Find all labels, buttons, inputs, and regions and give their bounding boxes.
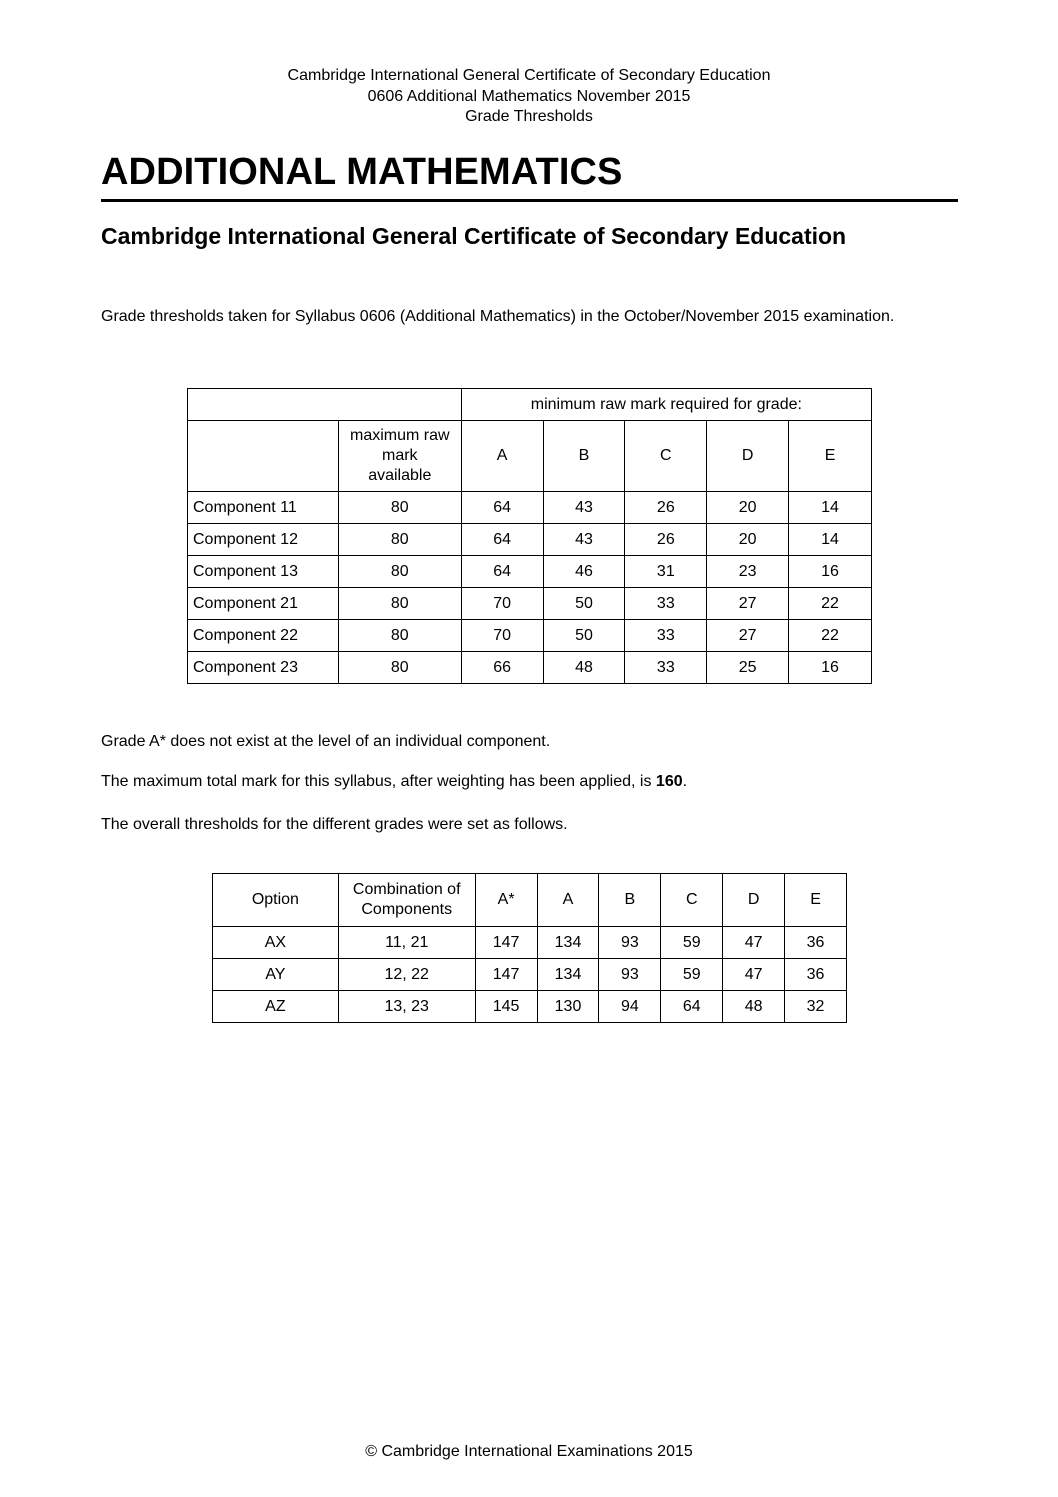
threshold-cell: 70 <box>461 620 543 652</box>
component-name-cell: Component 22 <box>188 620 339 652</box>
title-rule <box>101 199 958 202</box>
threshold-cell: 134 <box>537 959 599 991</box>
header-line-3: Grade Thresholds <box>465 108 593 125</box>
option-cell: AX <box>213 927 339 959</box>
max-total-text: The maximum total mark for this syllabus, after weighting has been applied, is <box>101 773 656 790</box>
threshold-cell: 14 <box>789 492 872 524</box>
page-subtitle: Cambridge International General Certificate of Secondary Education <box>101 223 847 249</box>
combination-header: Combination of Components <box>338 874 475 927</box>
threshold-cell: 22 <box>789 620 872 652</box>
grade-header-d: D <box>723 874 785 927</box>
option-cell: AZ <box>213 991 339 1023</box>
grade-header-e: E <box>789 421 872 492</box>
grade-header-c: C <box>625 421 707 492</box>
max-mark-header: maximum raw mark available <box>338 421 461 492</box>
header-line-1: Cambridge International General Certificate of Secondary Education <box>287 67 771 84</box>
threshold-cell: 59 <box>661 927 723 959</box>
grade-header-e: E <box>785 874 847 927</box>
threshold-cell: 27 <box>707 588 789 620</box>
grade-header-a: A <box>537 874 599 927</box>
threshold-cell: 145 <box>475 991 537 1023</box>
threshold-cell: 94 <box>599 991 661 1023</box>
table-row <box>188 652 872 684</box>
grade-header-a: A <box>461 421 543 492</box>
threshold-cell: 32 <box>785 991 847 1023</box>
table-header-row <box>188 389 872 421</box>
threshold-cell: 50 <box>543 588 625 620</box>
threshold-cell: 43 <box>543 524 625 556</box>
table-row <box>213 959 847 991</box>
grade-header-d: D <box>707 421 789 492</box>
threshold-cell: 46 <box>543 556 625 588</box>
threshold-cell: 33 <box>625 620 707 652</box>
table-header-row <box>213 874 847 927</box>
table-row <box>188 524 872 556</box>
threshold-cell: 147 <box>475 927 537 959</box>
threshold-cell: 25 <box>707 652 789 684</box>
threshold-cell: 48 <box>723 991 785 1023</box>
option-thresholds-table <box>212 873 847 1023</box>
max-mark-cell: 80 <box>338 620 461 652</box>
max-total-value: 160 <box>655 773 683 790</box>
threshold-cell: 31 <box>625 556 707 588</box>
table-header-row <box>188 421 872 492</box>
threshold-cell: 20 <box>707 492 789 524</box>
threshold-cell: 93 <box>599 927 661 959</box>
max-total-note <box>101 772 687 792</box>
threshold-cell: 20 <box>707 524 789 556</box>
option-table-body <box>213 927 847 1023</box>
table-row <box>188 492 872 524</box>
option-header: Option <box>213 874 339 927</box>
threshold-cell: 47 <box>723 927 785 959</box>
header-line-2: 0606 Additional Mathematics November 2015 <box>367 87 691 105</box>
option-cell: AY <box>213 959 339 991</box>
threshold-cell: 50 <box>543 620 625 652</box>
combination-cell: 13, 23 <box>338 991 475 1023</box>
blank-header-cell <box>188 389 462 421</box>
grade-header-b: B <box>543 421 625 492</box>
threshold-cell: 64 <box>461 556 543 588</box>
threshold-cell: 33 <box>625 652 707 684</box>
grade-header-b: B <box>599 874 661 927</box>
max-mark-cell: 80 <box>338 556 461 588</box>
threshold-cell: 147 <box>475 959 537 991</box>
component-name-cell: Component 23 <box>188 652 339 684</box>
threshold-cell: 70 <box>461 588 543 620</box>
threshold-cell: 22 <box>789 588 872 620</box>
threshold-cell: 64 <box>461 524 543 556</box>
intro-paragraph: Grade thresholds taken for Syllabus 0606 (Additional Mathematics) in the October/November 2015 examination. <box>101 308 895 325</box>
component-name-cell: Component 13 <box>188 556 339 588</box>
blank-header-cell <box>188 421 339 492</box>
component-name-cell: Component 12 <box>188 524 339 556</box>
threshold-cell: 66 <box>461 652 543 684</box>
threshold-cell: 26 <box>625 524 707 556</box>
max-total-suffix: . <box>682 773 688 790</box>
page-title: ADDITIONAL MATHEMATICS <box>101 151 623 193</box>
threshold-cell: 26 <box>625 492 707 524</box>
grade-header-c: C <box>661 874 723 927</box>
threshold-cell: 64 <box>461 492 543 524</box>
table-row <box>213 991 847 1023</box>
component-thresholds-table <box>187 388 872 684</box>
threshold-cell: 130 <box>537 991 599 1023</box>
threshold-cell: 93 <box>599 959 661 991</box>
threshold-cell: 47 <box>723 959 785 991</box>
threshold-cell: 16 <box>789 652 872 684</box>
threshold-cell: 43 <box>543 492 625 524</box>
threshold-cell: 36 <box>785 959 847 991</box>
max-mark-cell: 80 <box>338 524 461 556</box>
threshold-cell: 27 <box>707 620 789 652</box>
max-mark-cell: 80 <box>338 652 461 684</box>
threshold-cell: 134 <box>537 927 599 959</box>
threshold-cell: 23 <box>707 556 789 588</box>
table-row <box>188 620 872 652</box>
component-name-cell: Component 21 <box>188 588 339 620</box>
combination-cell: 12, 22 <box>338 959 475 991</box>
table-row <box>213 927 847 959</box>
threshold-cell: 48 <box>543 652 625 684</box>
threshold-cell: 36 <box>785 927 847 959</box>
threshold-cell: 64 <box>661 991 723 1023</box>
threshold-cell: 33 <box>625 588 707 620</box>
table-row <box>188 556 872 588</box>
copyright-footer: © Cambridge International Examinations 2015 <box>365 1443 693 1460</box>
threshold-cell: 16 <box>789 556 872 588</box>
grade-header-astar: A* <box>475 874 537 927</box>
max-mark-cell: 80 <box>338 588 461 620</box>
component-name-cell: Component 11 <box>188 492 339 524</box>
astar-note: Grade A* does not exist at the level of an individual component. <box>101 733 551 750</box>
max-mark-cell: 80 <box>338 492 461 524</box>
grade-group-header: minimum raw mark required for grade: <box>461 389 871 421</box>
component-table-body <box>188 492 872 684</box>
table-row <box>188 588 872 620</box>
combination-cell: 11, 21 <box>338 927 475 959</box>
threshold-cell: 59 <box>661 959 723 991</box>
document-header <box>0 66 1058 128</box>
overall-note: The overall thresholds for the different grades were set as follows. <box>101 816 568 833</box>
threshold-cell: 14 <box>789 524 872 556</box>
